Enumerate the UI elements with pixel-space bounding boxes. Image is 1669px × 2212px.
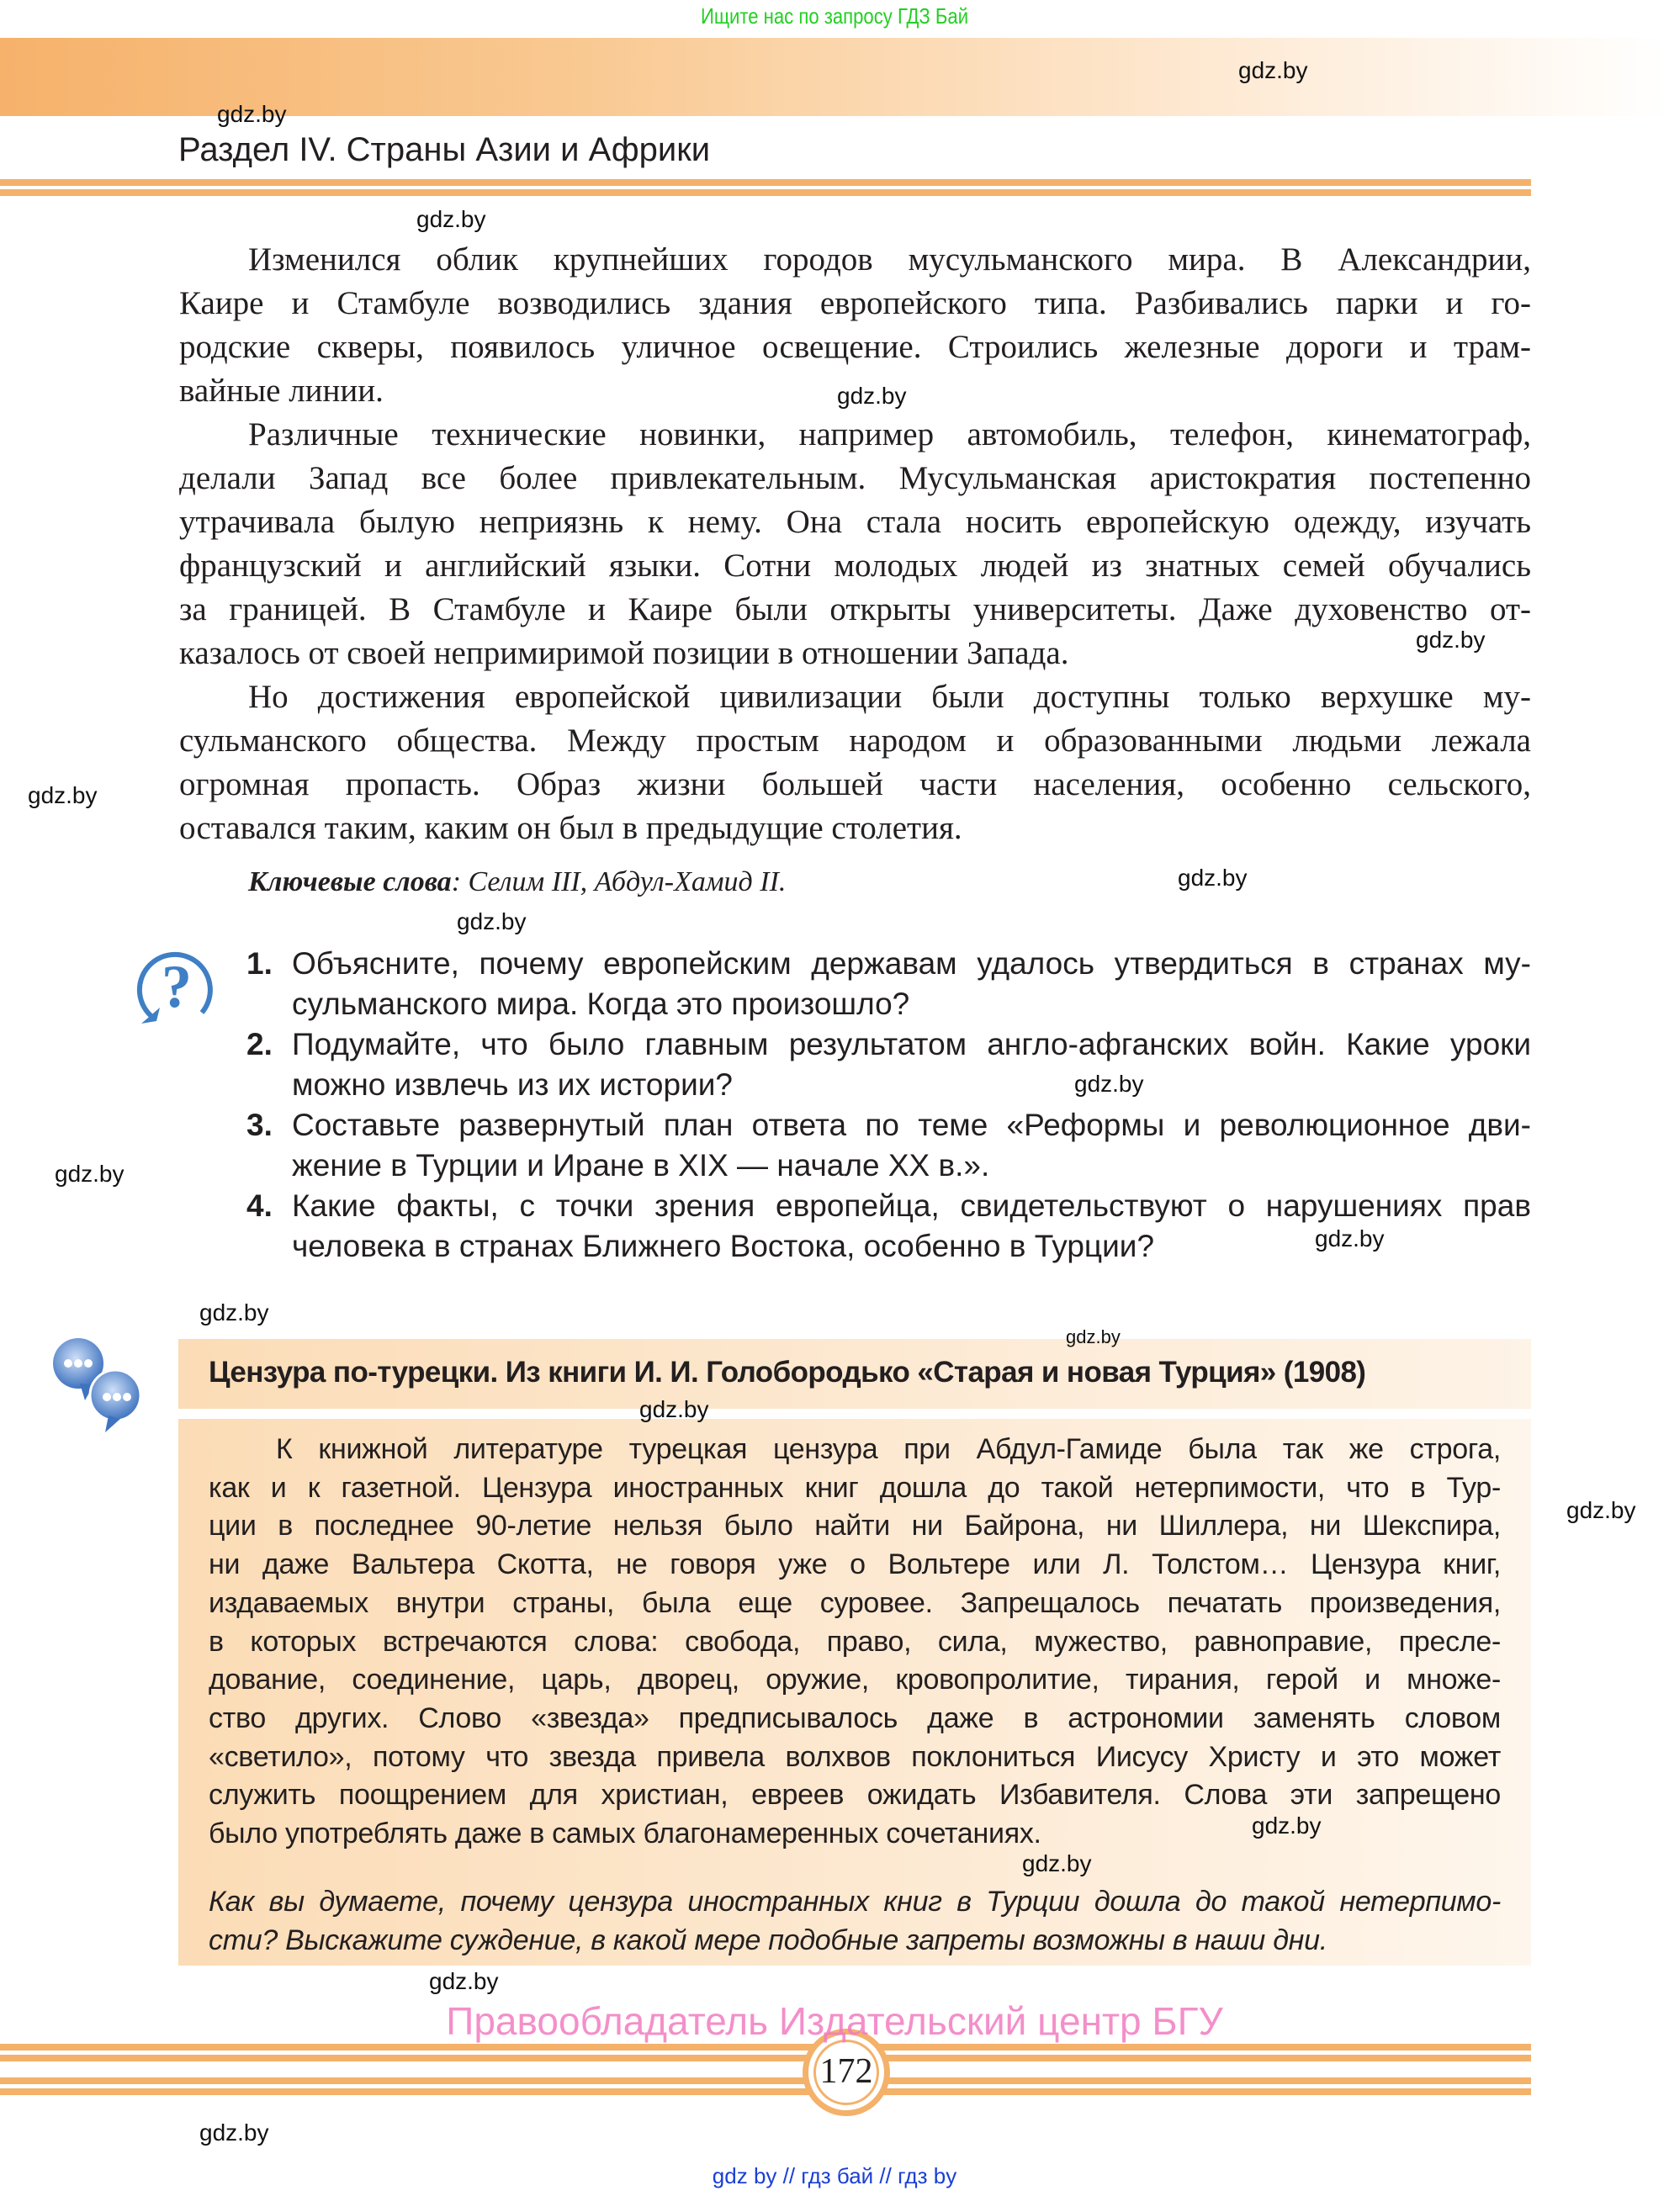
gdz-watermark: gdz.by (199, 1299, 269, 1326)
question-text (292, 944, 1531, 1024)
question-line: Подумайте, что было главным результатом англо-афганских войн. Какие уроки (292, 1027, 1531, 1061)
document-question (209, 1883, 1501, 1960)
document-line: было употреблять даже в самых благонамеренных сочетаниях. (209, 1818, 1041, 1850)
keywords-value: : Селим III, Абдул-Хамид II. (451, 866, 787, 897)
document-line: ции в последнее 90-летие нельзя было найти ни Байрона, ни Шиллера, ни Шекспира, (209, 1510, 1501, 1543)
section-title: Раздел IV. Страны Азии и Африки (178, 131, 711, 168)
copyright-watermark: Правообладатель Издательский центр БГУ (446, 1999, 1223, 2043)
question-text (292, 1105, 1531, 1186)
document-box (178, 1419, 1531, 1966)
question-number: 3. (246, 1108, 273, 1142)
gdz-watermark: gdz.by (1315, 1225, 1385, 1252)
question-line: можно извлечь из их истории? (292, 1067, 733, 1102)
top-search-banner: Ищите нас по запросу ГДЗ Бай (700, 3, 969, 29)
question-line: Объясните, почему европейским державам удалось утвердиться в странах му- (292, 946, 1531, 981)
paragraph-line: казалось от своей непримиримой позиции в отношении Запада. (179, 635, 1069, 671)
paragraph-line: Каире и Стамбуле возводились здания европейского типа. Разбивались парки и го- (179, 285, 1531, 321)
paragraph-line: французский и английский языки. Сотни молодых людей из знатных семей обучались (179, 548, 1531, 584)
question-line: сульманского мира. Когда это произошло? (292, 987, 910, 1021)
paragraph-line: оставался таким, каким он был в предыдущие столетия. (179, 810, 962, 846)
keywords-label: Ключевые слова (248, 866, 452, 897)
document-line: ство других. Слово «звезда» предписывалось даже в астрономии заменять словом (209, 1701, 1501, 1734)
question-line: жение в Турции и Иране в XIX — начале XX в.». (292, 1148, 990, 1183)
paragraph-line: огромная пропасть. Образ жизни большей части населения, особенно сельского, (179, 766, 1531, 802)
bottom-links[interactable]: gdz by // гдз бай // гдз by (712, 2163, 957, 2188)
question-line: человека в странах Ближнего Востока, особенно в Турции? (292, 1229, 1155, 1263)
paragraph-line: сульманского общества. Между простым народом и образованными людьми лежала (179, 722, 1531, 759)
paragraph-line: вайные линии. (179, 373, 384, 409)
document-line: служить поощрением для христиан, евреев ожидать Избавителя. Слова эти запрещено (209, 1779, 1501, 1812)
chat-bubbles-icon (46, 1333, 147, 1434)
questions-list (246, 944, 1531, 1267)
paragraph-line: Различные технические новинки, например автомобиль, телефон, кинематограф, (248, 416, 1531, 452)
gdz-watermark: gdz.by (1178, 865, 1248, 891)
gdz-watermark: gdz.by (1074, 1071, 1144, 1097)
question-circle-icon (135, 944, 219, 1028)
body-text (179, 238, 1531, 850)
page-number: 172 (819, 2052, 873, 2091)
gdz-watermark: gdz.by (416, 206, 486, 232)
document-question-line: сти? Выскажите суждение, в какой мере подобные запреты возможны в наши дни. (209, 1924, 1327, 1956)
footer-rule-1 (0, 2044, 1531, 2051)
question-item (246, 1105, 1531, 1186)
paragraph-line: утрачивала былую неприязнь к нему. Она стала носить европейскую одежду, изучать (179, 504, 1531, 540)
gdz-watermark: gdz.by (1252, 1812, 1322, 1839)
document-line: дование, соединение, царь, дворец, оружие, кровопролитие, тирания, герой и множе- (209, 1664, 1501, 1696)
gdz-watermark: gdz.by (1566, 1497, 1636, 1523)
gdz-watermark: gdz.by (429, 1968, 499, 1994)
paragraph-line: Но достижения европейской цивилизации были доступны только верхушке му- (248, 679, 1531, 715)
gdz-watermark: gdz.by (1416, 627, 1486, 653)
document-line: «светило», потому что звезда привела волхвов поклониться Иисусу Христу и это может (209, 1740, 1501, 1773)
question-line: Составьте развернутый план ответа по теме «Реформы и революционное дви- (292, 1108, 1531, 1142)
gdz-watermark: gdz.by (217, 101, 287, 127)
document-line: в которых встречаются слова: свобода, право, сила, мужество, равноправие, пресле- (209, 1625, 1501, 1658)
footer-rule-4 (0, 2088, 1531, 2095)
question-text (292, 1024, 1531, 1105)
question-line: Какие факты, с точки зрения европейца, свидетельствуют о нарушениях прав (292, 1188, 1531, 1223)
header-rule-2 (0, 189, 1531, 196)
paragraph-line: Изменился облик крупнейших городов мусульманского мира. В Александрии, (248, 241, 1531, 278)
question-number: 4. (246, 1188, 273, 1223)
svg-text:?: ? (162, 953, 192, 1020)
header-rule-1 (0, 179, 1531, 186)
question-number: 2. (246, 1027, 273, 1061)
gdz-watermark: gdz.by (837, 383, 907, 409)
paragraph-line: делали Запад все более привлекательным. Мусульманская аристократия постепенно (179, 460, 1531, 496)
document-box-title-band (178, 1339, 1531, 1409)
paragraph-line: родские скверы, появилось уличное освещение. Строились железные дороги и трам- (179, 329, 1531, 365)
document-line: издаваемых внутри страны, была еще суровее. Запрещалось печатать произведения, (209, 1586, 1501, 1619)
question-number: 1. (246, 946, 273, 981)
gdz-watermark: gdz.by (639, 1396, 709, 1422)
gdz-watermark: gdz.by (55, 1161, 125, 1187)
document-line: К книжной литературе турецкая цензура при Абдул-Гамиде была так же строга, (276, 1433, 1501, 1465)
question-item (246, 1024, 1531, 1105)
gdz-watermark: gdz.by (1238, 57, 1308, 83)
gdz-watermark: gdz.by (457, 908, 527, 934)
footer-rule-2 (0, 2055, 1531, 2061)
question-item (246, 944, 1531, 1024)
gdz-watermark: gdz.by (1022, 1850, 1092, 1876)
document-line: как и к газетной. Цензура иностранных книг дошла до такой нетерпимости, что в Тур- (209, 1471, 1501, 1504)
document-box-title: Цензура по-турецки. Из книги И. И. Голобородько «Старая и новая Турция» (1908) (209, 1356, 1366, 1389)
footer-rule-3 (0, 2077, 1531, 2084)
document-question-line: Как вы думаете, почему цензура иностранных книг в Турции дошла до такой нетерпимо- (209, 1886, 1501, 1918)
gdz-watermark: gdz.by (199, 2119, 269, 2146)
document-line: ни даже Вальтера Скотта, не говоря уже о Вольтере или Л. Толстом… Цензура книг, (209, 1548, 1501, 1581)
keywords (248, 866, 786, 898)
document-text (209, 1431, 1501, 1854)
paragraph-line: за границей. В Стамбуле и Каире были открыты университеты. Даже духовенство от- (179, 591, 1531, 627)
gdz-watermark: gdz.by (1066, 1326, 1121, 1347)
gdz-watermark: gdz.by (28, 782, 98, 808)
